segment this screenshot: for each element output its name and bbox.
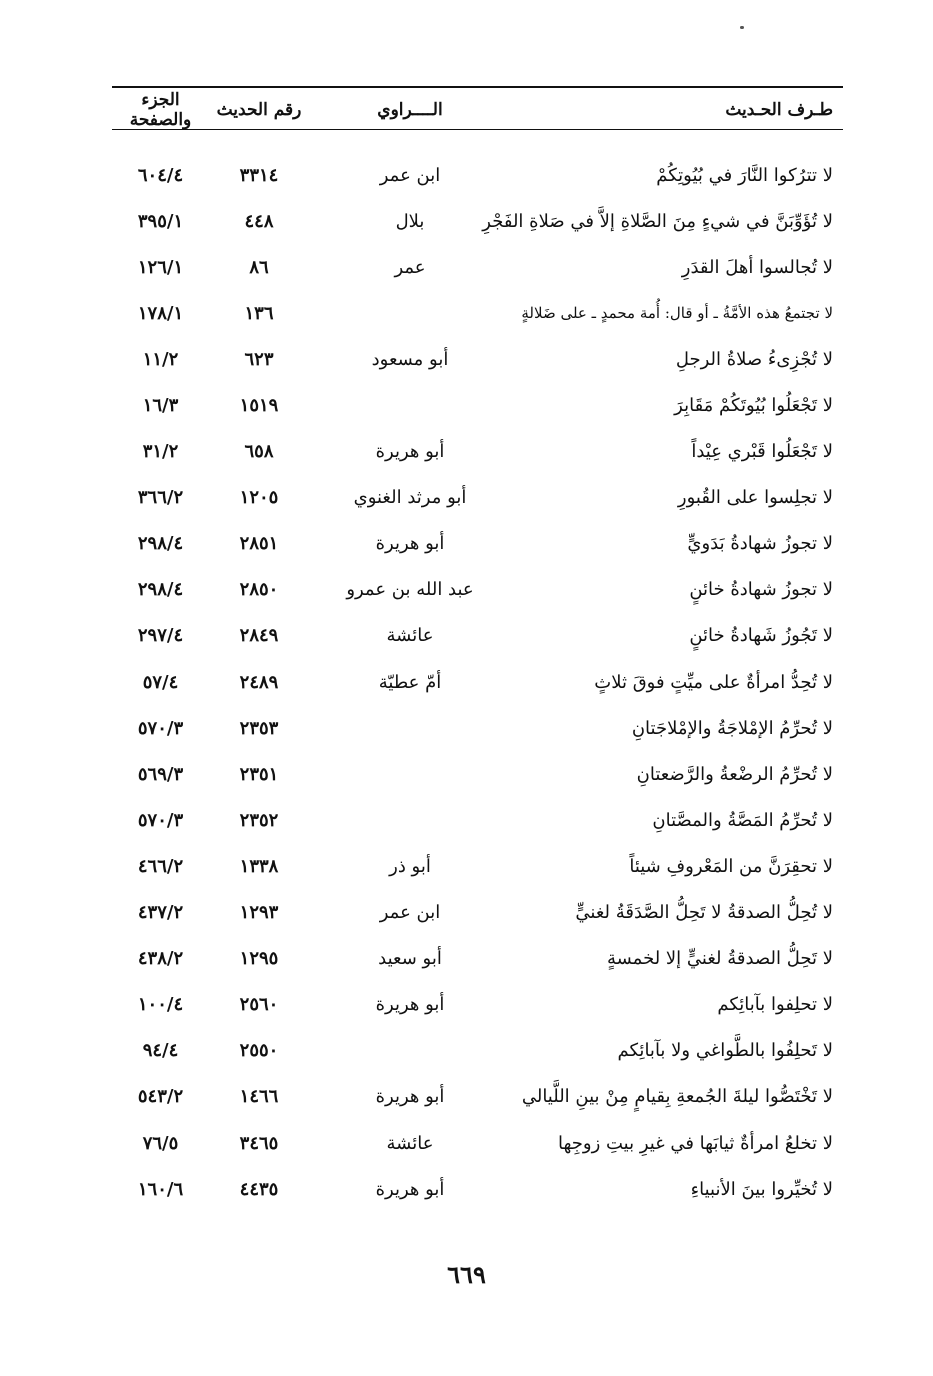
row-number: ٤٤٣٥ [239, 1178, 279, 1200]
row-hadith: لا تُحِلُّ الصدقةُ لا تَحِلُّ الصَّدَقَةُ لغنيٍّ [575, 902, 833, 924]
table-row [112, 290, 843, 336]
row-number: ٢٣٥١ [239, 763, 279, 785]
row-hadith: لا تُجالسوا أهلَ القدَرِ [681, 256, 833, 278]
row-number: ٢٤٨٩ [239, 671, 279, 693]
row-number: ١٢٠٥ [239, 487, 279, 509]
row-narrator: عبد الله بن عمرو [346, 579, 474, 601]
row-narrator: عائشة [386, 1132, 434, 1154]
row-volume-page: ١٧٨/١ [137, 302, 184, 324]
row-volume-page: ٥٦٩/٣ [137, 763, 184, 785]
row-narrator: أبو هريرة [375, 533, 445, 555]
row-volume-page: ٢٩٧/٤ [137, 625, 184, 647]
row-hadith: لا تحلِفوا بآبائِكم [717, 994, 833, 1016]
row-volume-page: ٣٩٥/١ [137, 210, 184, 232]
table-row [112, 475, 843, 521]
row-volume-page: ٥٤٣/٢ [137, 1086, 184, 1108]
row-hadith: لا تُجْزِىءُ صلاةُ الرجلِ [675, 348, 833, 370]
row-number: ٢٥٦٠ [239, 994, 279, 1016]
table-row [112, 797, 843, 843]
row-number: ١٢٩٥ [239, 948, 279, 970]
row-hadith: لا تجلِسوا على القُبورِ [677, 487, 833, 509]
row-narrator: أبو مسعود [371, 348, 449, 370]
row-narrator: أبو هريرة [375, 1086, 445, 1108]
row-narrator: بلال [395, 210, 425, 232]
table-row [112, 890, 843, 936]
row-hadith: لا تُحرِّمُ المَصَّةُ والمصَّتانِ [652, 809, 833, 831]
table-row [112, 1120, 843, 1166]
top-rule [112, 86, 843, 88]
row-hadith: لا تُحرِّمُ الإمْلاجَةُ والإمْلاجَتانِ [631, 717, 833, 739]
table-header [112, 90, 843, 130]
row-volume-page: ٤٣٨/٢ [137, 948, 184, 970]
row-number: ٤٤٨ [244, 210, 274, 232]
page-number: ٦٦٩ [447, 1260, 486, 1289]
row-number: ٣٤٦٥ [239, 1132, 279, 1154]
table-row [112, 521, 843, 567]
row-volume-page: ٩٤/٤ [142, 1040, 179, 1062]
row-number: ١٤٦٦ [239, 1086, 279, 1108]
row-volume-page: ٢٩٨/٤ [137, 579, 184, 601]
row-narrator: أمّ عطيّة [378, 671, 442, 693]
row-hadith: لا تجوزُ شهادةُ بَدَويٍّ [687, 533, 833, 555]
table-row [112, 567, 843, 613]
row-number: ٢٨٤٩ [239, 625, 279, 647]
table-row [112, 705, 843, 751]
row-hadith: لا تَحِلُّ الصدقةُ لغنيٍّ إلا لخمسةٍ [606, 948, 833, 970]
row-number: ٢٥٥٠ [239, 1040, 279, 1062]
row-narrator: عائشة [386, 625, 434, 647]
row-volume-page: ٥٧٠/٣ [137, 717, 184, 739]
header-number: رقم الحديث [216, 100, 302, 120]
row-hadith: لا تُؤَوِّبَنَّ في شيءٍ مِنَ الصَّلاةِ إلاَّ في صَلاةِ الفَجْرِ [482, 210, 833, 232]
table-row [112, 613, 843, 659]
row-volume-page: ١٠٠/٤ [137, 994, 184, 1016]
table-row [112, 1028, 843, 1074]
hadith-index-table [112, 90, 843, 1212]
row-volume-page: ٥٧/٤ [142, 671, 179, 693]
table-row [112, 429, 843, 475]
table-row [112, 382, 843, 428]
corner-speck [740, 26, 744, 29]
row-hadith: لا تُخيِّروا بينَ الأنبياءِ [690, 1178, 833, 1200]
table-row [112, 1166, 843, 1212]
row-volume-page: ٢٩٨/٤ [137, 533, 184, 555]
row-narrator: أبو مرثد الغنوي [353, 487, 467, 509]
table-row [112, 244, 843, 290]
row-narrator: أبو هريرة [375, 441, 445, 463]
table-row [112, 1074, 843, 1120]
row-volume-page: ٥٧٠/٣ [137, 809, 184, 831]
table-row [112, 751, 843, 797]
row-narrator: عمر [394, 256, 426, 278]
row-volume-page: ٦٠٤/٤ [137, 164, 184, 186]
row-hadith: لا تجوزُ شهادةُ خائنٍ [689, 579, 833, 601]
row-number: ٣٣١٤ [239, 164, 279, 186]
row-hadith: لا تَخْتَصُّوا ليلةَ الجُمعةِ بِقيامٍ مِنْ بينِ اللَّيالي [521, 1086, 833, 1108]
row-volume-page: ١٦/٣ [142, 395, 179, 417]
header-volume-page: الجزء والصفحة [129, 90, 192, 130]
row-narrator: أبو هريرة [375, 994, 445, 1016]
row-narrator: ابن عمر [379, 164, 441, 186]
row-hadith: لا تَجْعَلُوا بُيُوتَكُمْ مَقَابِرَ [674, 395, 833, 417]
row-number: ٢٣٥٣ [239, 717, 279, 739]
row-volume-page: ٣١/٢ [142, 441, 179, 463]
table-row [112, 198, 843, 244]
row-number: ٦٥٨ [244, 441, 274, 463]
row-hadith: لا تَجْعَلُوا قَبْري عِيْداً [691, 441, 833, 463]
row-hadith: لا تُحرِّمُ الرضْعةُ والرَّضعتانِ [636, 763, 833, 785]
row-volume-page: ١٢٦/١ [137, 256, 184, 278]
row-volume-page: ٣٦٦/٢ [137, 487, 184, 509]
row-number: ٦٢٣ [244, 348, 274, 370]
row-number: ١٣٦ [244, 302, 274, 324]
row-volume-page: ٤٦٦/٢ [137, 855, 184, 877]
row-volume-page: ٤٣٧/٢ [137, 902, 184, 924]
table-row [112, 152, 843, 198]
row-narrator: أبو ذر [389, 855, 431, 877]
row-number: ٨٦ [249, 256, 269, 278]
header-narrator: الــــراوي [377, 100, 443, 120]
row-hadith: لا تترُكوا النَّارَ في بُيُوتِكُمْ [656, 164, 833, 186]
row-hadith: لا تُحِدُّ امرأةٌ على ميِّتٍ فوقَ ثلاثٍ [594, 671, 833, 693]
row-narrator: أبو هريرة [375, 1178, 445, 1200]
row-number: ٢٨٥٠ [239, 579, 279, 601]
table-body [112, 152, 843, 1212]
row-hadith: لا تَجُوزُ شَهادةُ خائنٍ [689, 625, 833, 647]
row-hadith: لا تخلعُ امرأةٌ ثيابَها في غيرِ بيتِ زوجِها [557, 1132, 833, 1154]
table-row [112, 659, 843, 705]
header-hadith: طـرف الحـديث [725, 100, 833, 120]
row-hadith: لا تَحلِفُوا بالطَّواغي ولا بآبائِكم [617, 1040, 833, 1062]
row-number: ١٥١٩ [239, 395, 279, 417]
table-row [112, 843, 843, 889]
row-volume-page: ٧٦/٥ [142, 1132, 179, 1154]
table-row [112, 336, 843, 382]
row-number: ١٣٣٨ [239, 855, 279, 877]
row-narrator: أبو سعيد [378, 948, 442, 970]
row-number: ١٢٩٣ [239, 902, 279, 924]
row-volume-page: ١١/٢ [142, 348, 179, 370]
row-hadith: لا تحقِرَنَّ من المَعْروفِ شيئاً [629, 855, 833, 877]
table-row [112, 982, 843, 1028]
row-number: ٢٣٥٢ [239, 809, 279, 831]
row-hadith: لا تجتمعُ هذه الأمَّةُ ـ أو قال: أُمة محمدٍ ـ على ضَلالةٍ [521, 304, 833, 323]
row-volume-page: ١٦٠/٦ [137, 1178, 184, 1200]
row-number: ٢٨٥١ [239, 533, 279, 555]
row-narrator: ابن عمر [379, 902, 441, 924]
table-row [112, 936, 843, 982]
